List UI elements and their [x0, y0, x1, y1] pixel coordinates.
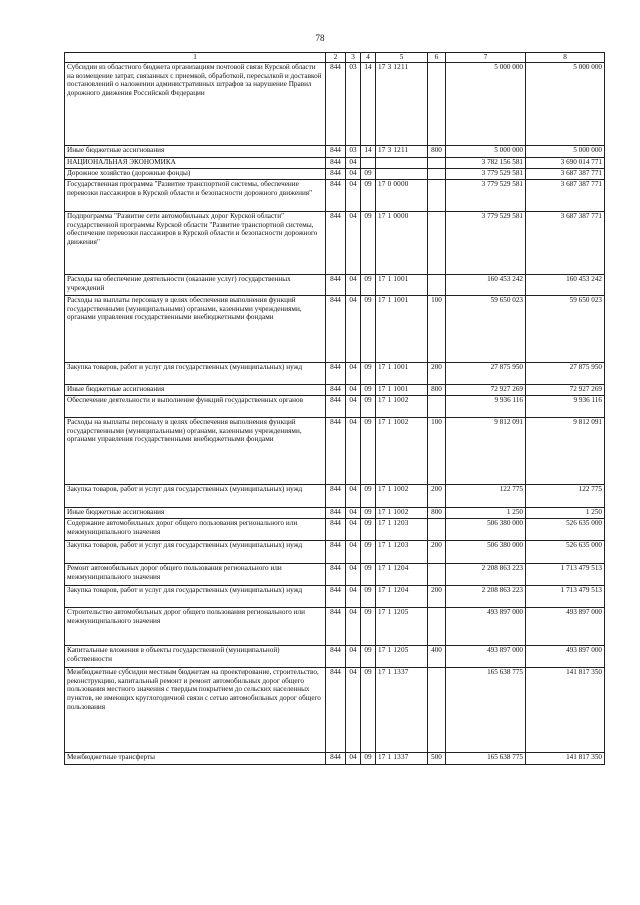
row-rz: 04: [346, 274, 361, 295]
row-cs: 17 1 1205: [376, 607, 428, 645]
row-gr: 844: [326, 540, 346, 563]
row-sum-1: 5 000 000: [446, 62, 526, 145]
row-name: Ремонт автомобильных дорог общего пользования регионального или межмуниципального значения: [65, 563, 326, 585]
row-name: Подпрограмма "Развитие сети автомобильных дорог Курской области" государственной программы Курской области "Развитие транспортной системы, обеспечение перевозки пассажиров в Курской области и безопасности дорожного движения": [65, 211, 326, 274]
row-name: Межбюджетные трансферты: [65, 752, 326, 764]
row-sum-1: 165 638 775: [446, 667, 526, 752]
row-sum-2: 3 690 014 771: [526, 157, 605, 168]
row-rz: 04: [346, 168, 361, 179]
row-rz: 04: [346, 563, 361, 585]
row-name: Закупка товаров, работ и услуг для государственных (муниципальных) нужд: [65, 585, 326, 607]
row-pr: 09: [361, 540, 376, 563]
row-cs: 17 1 1002: [376, 395, 428, 417]
table-row: [65, 179, 605, 211]
row-vr: [428, 274, 446, 295]
row-cs: 17 3 1211: [376, 145, 428, 157]
row-pr: 09: [361, 507, 376, 518]
row-sum-1: 3 779 529 581: [446, 179, 526, 211]
row-rz: 04: [346, 157, 361, 168]
row-rz: 03: [346, 145, 361, 157]
row-vr: [428, 395, 446, 417]
row-cs: 17 1 1002: [376, 484, 428, 507]
row-cs: 17 1 1001: [376, 362, 428, 384]
row-gr: 844: [326, 384, 346, 395]
row-vr: 200: [428, 484, 446, 507]
row-name: Расходы на обеспечение деятельности (оказание услуг) государственных учреждений: [65, 274, 326, 295]
row-gr: 844: [326, 507, 346, 518]
row-pr: 09: [361, 168, 376, 179]
row-name: Строительство автомобильных дорог общего пользования регионального или межмуниципального значения: [65, 607, 326, 645]
row-name: Расходы на выплаты персоналу в целях обеспечения выполнения функций государственными (муниципальными) органами, казенными учреждениями, органами управления государственными внебюджетными фондами: [65, 295, 326, 362]
row-sum-1: 27 875 950: [446, 362, 526, 384]
row-name: Иные бюджетные ассигнования: [65, 145, 326, 157]
row-pr: 09: [361, 585, 376, 607]
header-col-6: 6: [428, 53, 446, 63]
row-sum-1: 72 927 269: [446, 384, 526, 395]
row-sum-1: 493 897 000: [446, 645, 526, 667]
table-row: [65, 384, 605, 395]
row-sum-2: 5 000 000: [526, 62, 605, 145]
row-name: Закупка товаров, работ и услуг для государственных (муниципальных) нужд: [65, 484, 326, 507]
row-rz: 04: [346, 362, 361, 384]
header-col-1: 1: [65, 53, 326, 63]
row-sum-2: 493 897 000: [526, 607, 605, 645]
row-gr: 844: [326, 563, 346, 585]
row-name: Иные бюджетные ассигнования: [65, 384, 326, 395]
row-cs: 17 1 1337: [376, 752, 428, 764]
table-row: [65, 518, 605, 540]
table-row: [65, 362, 605, 384]
row-sum-2: 27 875 950: [526, 362, 605, 384]
row-cs: 17 1 1337: [376, 667, 428, 752]
row-cs: 17 1 1001: [376, 295, 428, 362]
row-rz: 04: [346, 607, 361, 645]
row-cs: 17 0 0000: [376, 179, 428, 211]
row-name: Закупка товаров, работ и услуг для государственных (муниципальных) нужд: [65, 540, 326, 563]
row-gr: 844: [326, 645, 346, 667]
header-col-3: 3: [346, 53, 361, 63]
row-sum-1: 9 812 091: [446, 417, 526, 484]
row-cs: 17 1 1204: [376, 585, 428, 607]
row-vr: 800: [428, 507, 446, 518]
row-pr: 09: [361, 752, 376, 764]
row-sum-2: 1 713 479 513: [526, 585, 605, 607]
row-vr: [428, 518, 446, 540]
row-vr: [428, 607, 446, 645]
row-sum-2: 526 635 000: [526, 540, 605, 563]
row-sum-2: 1 713 479 513: [526, 563, 605, 585]
row-pr: 09: [361, 518, 376, 540]
row-rz: 04: [346, 484, 361, 507]
row-cs: 17 1 1203: [376, 540, 428, 563]
row-name: Закупка товаров, работ и услуг для государственных (муниципальных) нужд: [65, 362, 326, 384]
row-pr: 09: [361, 484, 376, 507]
row-rz: 04: [346, 179, 361, 211]
row-sum-2: 493 897 000: [526, 645, 605, 667]
row-gr: 844: [326, 585, 346, 607]
row-sum-1: 59 650 023: [446, 295, 526, 362]
row-vr: 800: [428, 384, 446, 395]
row-cs: [376, 157, 428, 168]
row-pr: 09: [361, 645, 376, 667]
row-cs: 17 1 1204: [376, 563, 428, 585]
row-vr: [428, 168, 446, 179]
header-col-2: 2: [326, 53, 346, 63]
row-pr: 09: [361, 607, 376, 645]
table-row: [65, 540, 605, 563]
row-cs: 17 3 1211: [376, 62, 428, 145]
row-gr: 844: [326, 417, 346, 484]
row-gr: 844: [326, 179, 346, 211]
table-row: [65, 607, 605, 645]
row-vr: [428, 667, 446, 752]
row-rz: 04: [346, 507, 361, 518]
row-rz: 03: [346, 62, 361, 145]
row-rz: 04: [346, 645, 361, 667]
row-vr: [428, 179, 446, 211]
row-name: Иные бюджетные ассигнования: [65, 507, 326, 518]
row-sum-2: 526 635 000: [526, 518, 605, 540]
table-row: [65, 395, 605, 417]
row-gr: 844: [326, 211, 346, 274]
header-row: [65, 53, 605, 63]
table-row: [65, 62, 605, 145]
row-gr: 844: [326, 145, 346, 157]
row-vr: [428, 211, 446, 274]
row-vr: 400: [428, 645, 446, 667]
row-name: Расходы на выплаты персоналу в целях обеспечения выполнения функций государственными (муниципальными) органами, казенными учреждениями, органами управления государственными внебюджетными фондами: [65, 417, 326, 484]
row-pr: 09: [361, 384, 376, 395]
row-pr: 09: [361, 563, 376, 585]
row-rz: 04: [346, 395, 361, 417]
row-sum-2: 59 650 023: [526, 295, 605, 362]
row-cs: 17 1 1001: [376, 384, 428, 395]
header-col-5: 5: [376, 53, 428, 63]
row-sum-2: 160 453 242: [526, 274, 605, 295]
row-sum-1: 122 775: [446, 484, 526, 507]
row-vr: 500: [428, 752, 446, 764]
row-gr: 844: [326, 607, 346, 645]
row-vr: [428, 563, 446, 585]
row-pr: 09: [361, 417, 376, 484]
row-name: Субсидии из областного бюджета организациям почтовой связи Курской области на возмещение затрат, связанных с приемкой, обработкой, пересылкой и доставкой постановлений о наложении административных штрафов за нарушение Правил дорожного движения Российской Федерации: [65, 62, 326, 145]
row-sum-1: 2 208 863 223: [446, 585, 526, 607]
row-pr: 09: [361, 667, 376, 752]
row-sum-2: 122 775: [526, 484, 605, 507]
row-cs: 17 1 1205: [376, 645, 428, 667]
row-vr: 200: [428, 362, 446, 384]
table-row: [65, 168, 605, 179]
table-row: [65, 507, 605, 518]
row-pr: 09: [361, 274, 376, 295]
row-gr: 844: [326, 362, 346, 384]
row-rz: 04: [346, 667, 361, 752]
table-row: [65, 295, 605, 362]
row-gr: 844: [326, 295, 346, 362]
row-rz: 04: [346, 384, 361, 395]
row-gr: 844: [326, 667, 346, 752]
row-sum-2: 5 000 000: [526, 145, 605, 157]
table-row: [65, 563, 605, 585]
table-row: [65, 752, 605, 764]
row-name: НАЦИОНАЛЬНАЯ ЭКОНОМИКА: [65, 157, 326, 168]
table-row: [65, 417, 605, 484]
row-sum-1: 5 000 000: [446, 145, 526, 157]
table-row: [65, 667, 605, 752]
row-sum-1: 3 779 529 581: [446, 211, 526, 274]
row-gr: 844: [326, 157, 346, 168]
row-sum-2: 141 817 350: [526, 667, 605, 752]
row-sum-2: 9 812 091: [526, 417, 605, 484]
row-name: Дорожное хозяйство (дорожные фонды): [65, 168, 326, 179]
table-row: [65, 157, 605, 168]
row-gr: 844: [326, 274, 346, 295]
row-gr: 844: [326, 752, 346, 764]
row-rz: 04: [346, 417, 361, 484]
row-rz: 04: [346, 295, 361, 362]
row-pr: 09: [361, 211, 376, 274]
row-cs: 17 1 1002: [376, 417, 428, 484]
row-gr: 844: [326, 484, 346, 507]
header-col-4: 4: [361, 53, 376, 63]
page-number: 78: [315, 33, 325, 43]
row-vr: 100: [428, 417, 446, 484]
row-cs: 17 1 1203: [376, 518, 428, 540]
row-pr: 09: [361, 295, 376, 362]
budget-table: [64, 52, 605, 765]
table-row: [65, 585, 605, 607]
row-pr: 14: [361, 145, 376, 157]
row-name: Межбюджетные субсидии местным бюджетам на проектирование, строительство, реконструкцию, капитальный ремонт и ремонт автомобильных дорог общего пользования местного значения с твердым покрытием до сельских населенных пунктов, не имеющих круглогодичной связи с сетью автомобильных дорог общего пользования: [65, 667, 326, 752]
row-cs: [376, 168, 428, 179]
row-sum-1: 2 208 863 223: [446, 563, 526, 585]
table-row: [65, 211, 605, 274]
row-vr: 200: [428, 540, 446, 563]
row-gr: 844: [326, 168, 346, 179]
row-name: Государственная программа "Развитие транспортной системы, обеспечение перевозки пассажиров в Курской области и безопасности дорожного движения": [65, 179, 326, 211]
row-sum-1: 1 250: [446, 507, 526, 518]
table-row: [65, 645, 605, 667]
row-sum-2: 3 687 387 771: [526, 168, 605, 179]
table-row: [65, 274, 605, 295]
row-vr: [428, 157, 446, 168]
row-pr: 09: [361, 362, 376, 384]
row-sum-2: 3 687 387 771: [526, 179, 605, 211]
row-sum-2: 9 936 116: [526, 395, 605, 417]
row-sum-2: 1 250: [526, 507, 605, 518]
table-row: [65, 145, 605, 157]
row-name: Капитальные вложения в объекты государственной (муниципальной) собственности: [65, 645, 326, 667]
row-sum-1: 493 897 000: [446, 607, 526, 645]
row-pr: [361, 157, 376, 168]
row-gr: 844: [326, 518, 346, 540]
row-gr: 844: [326, 395, 346, 417]
row-vr: 800: [428, 145, 446, 157]
row-sum-1: 160 453 242: [446, 274, 526, 295]
row-cs: 17 1 1002: [376, 507, 428, 518]
row-name: Обеспечение деятельности и выполнение функций государственных органов: [65, 395, 326, 417]
table-row: [65, 484, 605, 507]
row-pr: 14: [361, 62, 376, 145]
row-rz: 04: [346, 540, 361, 563]
header-col-8: 8: [526, 53, 605, 63]
row-sum-1: 9 936 116: [446, 395, 526, 417]
row-rz: 04: [346, 518, 361, 540]
row-cs: 17 1 1001: [376, 274, 428, 295]
row-rz: 04: [346, 585, 361, 607]
row-sum-2: 141 817 350: [526, 752, 605, 764]
row-rz: 04: [346, 211, 361, 274]
row-sum-1: 506 380 000: [446, 518, 526, 540]
row-sum-1: 3 782 156 581: [446, 157, 526, 168]
header-col-7: 7: [446, 53, 526, 63]
row-sum-1: 165 638 775: [446, 752, 526, 764]
row-gr: 844: [326, 62, 346, 145]
row-vr: 200: [428, 585, 446, 607]
row-sum-2: 3 687 387 771: [526, 211, 605, 274]
row-sum-1: 3 779 529 581: [446, 168, 526, 179]
row-vr: 100: [428, 295, 446, 362]
row-cs: 17 1 0000: [376, 211, 428, 274]
row-sum-2: 72 927 269: [526, 384, 605, 395]
row-name: Содержание автомобильных дорог общего пользования регионального или межмуниципального значения: [65, 518, 326, 540]
row-pr: 09: [361, 179, 376, 211]
row-vr: [428, 62, 446, 145]
row-rz: 04: [346, 752, 361, 764]
row-sum-1: 506 380 000: [446, 540, 526, 563]
row-pr: 09: [361, 395, 376, 417]
